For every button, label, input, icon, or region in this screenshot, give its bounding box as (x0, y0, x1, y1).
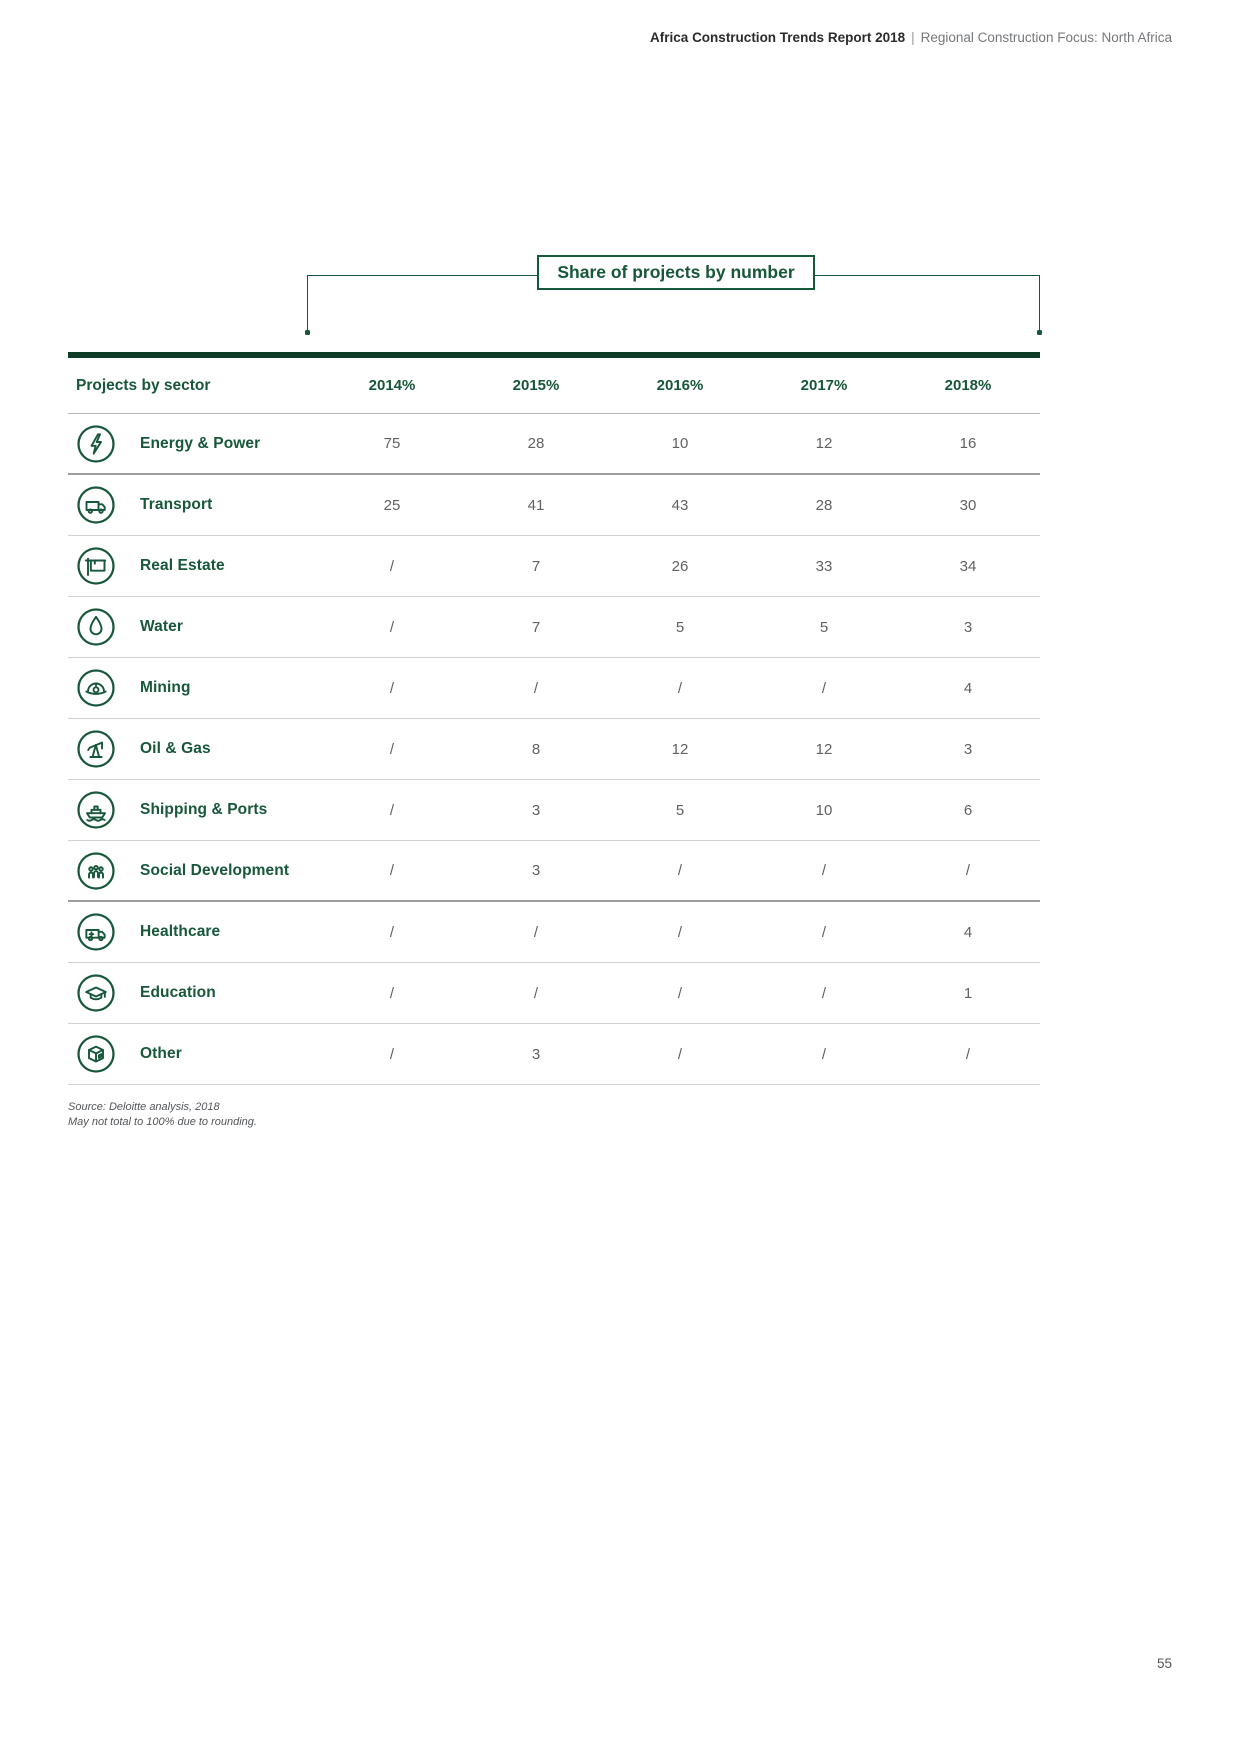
value-cell-2014: / (389, 923, 395, 941)
value-cell-2018: 1 (963, 984, 973, 1002)
table-title: Share of projects by number (537, 255, 815, 290)
bracket-left-drop (307, 275, 308, 332)
value-cell-2014: / (389, 618, 395, 636)
sector-cell (68, 607, 320, 647)
sector-cell (68, 851, 320, 891)
source-notes (68, 1100, 257, 1130)
sector-column-header: Projects by sector (76, 376, 211, 394)
value-cell-2016: / (677, 984, 683, 1002)
page-number: 55 (1156, 1656, 1172, 1671)
sector-cell (68, 424, 320, 464)
value-cell-2018: / (965, 1045, 971, 1063)
value-cell-2018: 6 (963, 801, 973, 819)
value-cell-2016: 5 (675, 618, 685, 636)
value-cell-2016: 12 (671, 740, 689, 758)
value-cell-2018: 30 (959, 496, 977, 514)
value-cell-2017: / (821, 679, 827, 697)
header-divider: | (911, 30, 915, 45)
table-row (68, 536, 1040, 597)
sector-label: Shipping & Ports (140, 801, 268, 818)
water-icon (76, 607, 116, 647)
value-cell-2018: 3 (963, 740, 973, 758)
sector-cell (68, 485, 320, 525)
report-section: Regional Construction Focus: North Africa (920, 30, 1172, 45)
table-row (68, 1024, 1040, 1085)
mining-icon (76, 668, 116, 708)
sector-label: Other (140, 1045, 182, 1062)
sector-label: Oil & Gas (140, 740, 211, 757)
value-cell-2015: 28 (527, 435, 545, 452)
value-cell-2017: / (821, 1045, 827, 1063)
value-cell-2018: 4 (963, 679, 973, 697)
value-cell-2016: / (677, 923, 683, 941)
value-cell-2014: / (389, 557, 395, 575)
value-cell-2015: 41 (527, 496, 545, 514)
value-cell-2014: / (389, 984, 395, 1002)
value-cell-2015: / (533, 679, 539, 697)
value-cell-2017: 5 (819, 618, 829, 636)
value-cell-2016: 26 (671, 557, 689, 575)
value-cell-2015: 7 (531, 618, 541, 636)
value-cell-2018: 16 (959, 435, 977, 452)
value-cell-2014: 75 (383, 435, 401, 452)
value-cell-2017: / (821, 862, 827, 879)
value-cell-2017: / (821, 984, 827, 1002)
sector-label: Education (140, 984, 216, 1001)
value-cell-2016: 10 (671, 435, 689, 452)
value-cell-2017: 12 (815, 435, 833, 452)
sector-cell (68, 790, 320, 830)
year-header-2017: 2017% (800, 377, 848, 394)
sector-label: Real Estate (140, 557, 225, 574)
value-cell-2018: / (965, 862, 971, 879)
value-cell-2014: / (389, 862, 395, 879)
sector-cell (68, 1034, 320, 1074)
value-cell-2017: / (821, 923, 827, 941)
bracket-right-drop (1039, 275, 1040, 332)
value-cell-2016: / (677, 679, 683, 697)
value-cell-2015: 3 (531, 1045, 541, 1063)
social-development-icon (76, 851, 116, 891)
sector-label: Transport (140, 496, 213, 513)
healthcare-icon (76, 912, 116, 952)
bracket-right-arrow (1037, 330, 1042, 335)
sector-label: Social Development (140, 861, 290, 879)
value-cell-2018: 34 (959, 557, 977, 575)
value-cell-2018: 4 (963, 923, 973, 941)
value-cell-2014: / (389, 801, 395, 819)
value-cell-2015: 3 (531, 801, 541, 819)
year-header-2018: 2018% (944, 377, 992, 394)
value-cell-2016: / (677, 862, 683, 879)
value-cell-2015: 8 (531, 740, 541, 758)
value-cell-2014: / (389, 1045, 395, 1063)
value-cell-2014: / (389, 679, 395, 697)
value-cell-2015: / (533, 984, 539, 1002)
table-row (68, 902, 1040, 963)
sector-label: Energy & Power (140, 434, 261, 452)
value-cell-2016: 5 (675, 801, 685, 819)
table-rows (68, 414, 1040, 1085)
sector-cell (68, 546, 320, 586)
sector-cell (68, 973, 320, 1013)
table-row (68, 719, 1040, 780)
page-running-header (650, 30, 1172, 45)
value-cell-2017: 28 (815, 496, 833, 514)
value-cell-2017: 33 (815, 557, 833, 575)
year-header-2015: 2015% (512, 377, 560, 394)
projects-by-sector-table (68, 352, 1040, 1085)
value-cell-2014: / (389, 740, 395, 758)
value-cell-2014: 25 (383, 496, 401, 514)
value-cell-2015: 3 (531, 862, 541, 879)
value-cell-2016: 43 (671, 496, 689, 514)
value-cell-2015: 7 (531, 557, 541, 575)
sector-label: Mining (140, 679, 191, 696)
education-icon (76, 973, 116, 1013)
bracket-left-arrow (305, 330, 310, 335)
shipping-ports-icon (76, 790, 116, 830)
sector-label: Healthcare (140, 923, 221, 940)
sector-cell (68, 668, 320, 708)
sector-label: Water (140, 618, 183, 635)
source-note-line1: Source: Deloitte analysis, 2018 (68, 1101, 220, 1113)
table-row (68, 414, 1040, 475)
table-row (68, 475, 1040, 536)
sector-cell (68, 912, 320, 952)
table-row (68, 597, 1040, 658)
value-cell-2015: / (533, 923, 539, 941)
value-cell-2017: 10 (815, 801, 833, 819)
year-header-2016: 2016% (656, 377, 704, 394)
table-header-row (68, 358, 1040, 414)
value-cell-2016: / (677, 1045, 683, 1063)
real-estate-icon (76, 546, 116, 586)
value-cell-2018: 3 (963, 618, 973, 636)
oil-gas-icon (76, 729, 116, 769)
value-cell-2017: 12 (815, 740, 833, 758)
table-row (68, 841, 1040, 902)
source-note-line2: May not total to 100% due to rounding. (68, 1116, 257, 1128)
table-row (68, 963, 1040, 1024)
table-row (68, 780, 1040, 841)
report-title: Africa Construction Trends Report 2018 (650, 30, 906, 45)
other-icon (76, 1034, 116, 1074)
year-header-2014: 2014% (368, 377, 416, 394)
sector-cell (68, 729, 320, 769)
energy-power-icon (76, 424, 116, 464)
transport-icon (76, 485, 116, 525)
table-row (68, 658, 1040, 719)
